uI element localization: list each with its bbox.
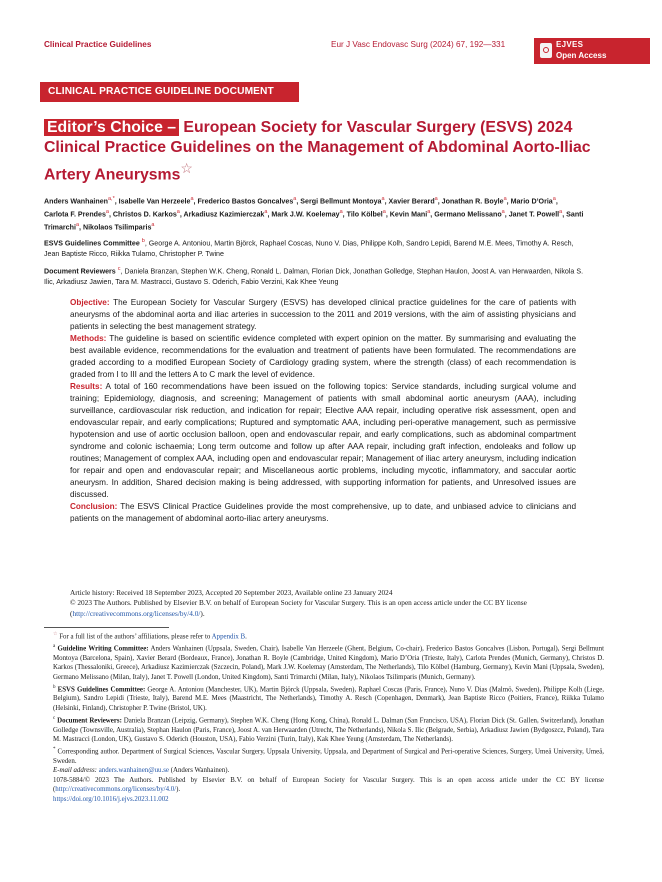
running-header: [44, 38, 662, 68]
copyright-end: ).: [200, 608, 205, 618]
copyright-notice: [70, 598, 590, 619]
author-name: Frederico Bastos Goncalves: [197, 197, 294, 206]
committee-names: , George A. Antoniou, Martin Björck, Raphael Coscas, Nuno V. Dias, Philippe Kolh, Sandro Lepidi, Barend M.E. Mees, Timothy A. Resch, Jean Baptiste Ricco, Riikka Tulamo, Christopher P. Twine: [44, 239, 574, 259]
author-name: Germano Melissano: [434, 210, 502, 219]
author-separator: ,: [114, 197, 119, 206]
journal-citation: Eur J Vasc Endovasc Surg (2024) 67, 192—331: [331, 40, 506, 49]
appendix-link[interactable]: Appendix B: [211, 633, 246, 641]
footnote-divider: [44, 627, 169, 628]
author-affiliation-mark[interactable]: a: [559, 209, 563, 216]
results-text: A total of 160 recommendations have been issued on the following topics: Service standards, including surgical volume and training; Epidemiology, diagnosis, and screening; Management of patients with small abdominal aortic aneurysm (AAA), including surveillance, cardiovascular risk reduction, and indication for repair; Elective AAA repair, including operative risk assessment, open and endovascular repair, and early complications; Ruptured and symptomatic AAA, including peri-operative management, such as permissive hypotension and use of aortic occlusion balloon, open and endovascular repair, and early complications, such as abdominal compartment syndrome and colonic ischaemia; Long term outcome and follow up after AAA repair, including graft infection, endoleaks and follow up routines; Management of complex AAA, including open and endovascular repair; Management of iliac artery aneurysm, including indication for repair and open and endovascular repair; and Miscellaneous aortic problems, including mycotic, inflammatory, and saccular aortic aneurysm. In addition, Shared decision making is being addressed, with supporting information for patients, and Unresolved issues are discussed.: [70, 382, 576, 499]
author-separator: ,: [267, 210, 272, 219]
author-name: Mark J.W. Koelemay: [271, 210, 340, 219]
conclusion-text: The ESVS Clinical Practice Guidelines provide the most comprehensive, up to date, and unbiased advice to clinicians and patients on the management of abdominal aorto-iliac artery aneurysms.: [70, 502, 576, 523]
author-affiliation-mark[interactable]: a: [190, 196, 194, 202]
footnote-b: $^b$ ESVS Guidelines Committee: George A. Antoniou (Manchester, UK), Martin Björck (Uppsala, Sweden), Raphael Coscas (Paris, France), Nuno V. Dias (Malmö, Sweden), Philippe Kolh (Liege, Belgium), Sandro Lepidi (Trieste, Italy), Barend M.E. Mees (Maastricht, The Netherlands), Timothy A. Resch (Copenhagen, Denmark), Jean Baptiste Ricco (Poitiers, France), Riikka Tulamo (Helsinki, Finland), Christopher P. Twine (Bristol, UK).: [53, 684, 604, 713]
committee-label: ESVS Guidelines Committee: [44, 239, 140, 248]
author-separator: ,: [79, 223, 83, 232]
author-separator: ,: [193, 197, 198, 206]
footnote-star: [44, 630, 604, 642]
objective-label: Objective:: [70, 298, 110, 307]
author-separator: ,: [430, 210, 435, 219]
open-access-badge[interactable]: [534, 38, 650, 64]
author-separator: ,: [384, 197, 389, 206]
editors-choice-label: Editor’s Choice –: [44, 119, 179, 136]
author-affiliation-mark[interactable]: a: [339, 209, 343, 216]
author-separator: ,: [108, 210, 113, 219]
author-affiliation-mark[interactable]: a: [151, 222, 155, 229]
methods-label: Methods:: [70, 334, 107, 343]
author-affiliation-mark[interactable]: a: [427, 209, 431, 216]
author-affiliation-mark[interactable]: a: [552, 196, 556, 202]
author-affiliation-mark[interactable]: a: [75, 222, 79, 229]
badge-journal: EJVES: [556, 40, 584, 49]
author-name: Mario D’Oria: [510, 197, 553, 206]
doi-link[interactable]: https://doi.org/10.1016/j.ejvs.2023.11.002: [53, 795, 169, 803]
email-link[interactable]: anders.wanhainen@uu.se: [98, 767, 169, 775]
author-affiliation-mark[interactable]: a: [105, 209, 109, 216]
license-link[interactable]: http://creativecommons.org/licenses/by/4.0/: [72, 608, 201, 618]
footnote-email: [44, 766, 604, 776]
author-name: Isabelle Van Herzeele: [118, 197, 191, 206]
footnote-c-text: Daniela Branzan (Leipzig, Germany), Stephen W.K. Cheng (Hong Kong, China), Ronald L. Dalman (San Francisco, USA), Florian Dick (St. Gallen, Switzerland), Jonathan Golledge (Townsville, Australia), Stephan Haulon (Paris, France), Joost A. van Herwaarden (Utrecht, The Netherlands), Nikola S. Ilic (Belgrade, Serbia), Arkadiusz Jawien (Bydgoszcz, Poland), Tara M. Mastracci (London, UK), Gustavo S. Oderich (Houston, USA), Fabio Verzini (Turin, Italy), Kak Khee Yeung (Amsterdam, The Netherlands).: [53, 716, 604, 744]
author-affiliation-mark[interactable]: a: [503, 196, 507, 202]
footnote-star-text: For a full list of the authors’ affiliations, please refer to: [57, 633, 212, 641]
footnote-a-label: Guideline Writing Committee:: [57, 645, 149, 653]
reviewers-names: , Daniela Branzan, Stephen W.K. Cheng, Ronald L. Dalman, Florian Dick, Jonathan Golledge, Stephan Haulon, Joost A. van Herwaarden, Nikola S. Ilic, Arkadiusz Jawien, Tara M. Mastracci, Gustavo S. Oderich, Fabio Verzini, Kak Khee Yeung: [44, 267, 584, 287]
email-label: E-mail address:: [53, 767, 97, 775]
footnote-c-label: Document Reviewers:: [57, 716, 122, 724]
author-name: Anders Wanhainen: [44, 197, 108, 206]
author-name: Arkadiusz Kazimierczak: [183, 210, 265, 219]
issn-text: 1078-5884/© 2023 The Authors. Published by Elsevier B.V. on behalf of European Society for Vascular Surgery. This is an open access article under the CC BY license (: [53, 776, 604, 794]
author-name: Kevin Mani: [389, 210, 428, 219]
footnote-c: $^c$ Document Reviewers: Daniela Branzan (Leipzig, Germany), Stephen W.K. Cheng (Hong Kong, China), Ronald L. Dalman (San Francisco, USA), Florian Dick (St. Gallen, Switzerland), Jonathan Golledge (Townsville, Australia), Stephan Haulon (Paris, France), Joost A. van Herwaarden (Utrecht, The Netherlands), Nikola S. Ilic (Belgrade, Serbia), Arkadiusz Jawien (Bydgoszcz, Poland), Tara M. Mastracci (London, UK), Gustavo S. Oderich (Houston, USA), Fabio Verzini (Turin, Italy), Kak Khee Yeung (Amsterdam, The Netherlands).: [53, 715, 604, 744]
footnotes: [44, 630, 604, 805]
author-name: Nikolaos Tsilimparis: [82, 223, 152, 232]
abstract-conclusion: [70, 501, 576, 525]
author-separator: ,: [342, 210, 347, 219]
document-reviewers: [44, 264, 584, 288]
objective-text: The European Society for Vascular Surgery (ESVS) has developed clinical practice guidelines for the care of patients with aneurysms of the abdominal aorta and iliac arteries in succession to the 2011 and 2019 versions, with the aim of assisting physicians and patients in selecting the best management strategy.: [70, 298, 576, 331]
author-affiliation-mark[interactable]: a: [264, 209, 268, 216]
author-separator: ,: [504, 210, 509, 219]
article-title: [44, 118, 604, 185]
title-footnote-star[interactable]: ☆: [180, 160, 193, 176]
author-separator: ,: [296, 197, 301, 206]
footnote-doi: [44, 795, 604, 805]
email-end: (Anders Wanhainen).: [168, 767, 230, 775]
author-name: Jonathan R. Boyle: [441, 197, 504, 206]
author-name: Tilo Kölbel: [346, 210, 383, 219]
author-separator: ,: [506, 197, 511, 206]
conclusion-label: Conclusion:: [70, 502, 118, 511]
reviewers-aff[interactable]: c: [117, 266, 121, 272]
abstract-results: [70, 381, 576, 501]
author-affiliation-mark[interactable]: a: [293, 196, 297, 202]
section-label: Clinical Practice Guidelines: [44, 40, 152, 49]
author-separator: ,: [437, 197, 442, 206]
methods-text: The guideline is based on scientific evidence completed with expert opinion on the matter. By summarising and evaluating the best available evidence, recommendations for the evaluation and treatment of patients have been formulated. The recommendations are graded according to a modified European Society of Cardiology grading system, where the strength (class) of each recommendation is graded from I to III and the letters A to C mark the level of evidence.: [70, 334, 576, 379]
author-separator: ,: [555, 197, 558, 206]
footnote-a-text: Anders Wanhainen (Uppsala, Sweden, Chair), Isabelle Van Herzeele (Ghent, Belgium, Co-chair), Frederico Bastos Goncalves (Lisbon, Portugal), Sergi Bellmunt Montoya (Barcelona, Spain), Xavier Berard (Bordeaux, France), Jonathan R. Boyle (Cambridge, United Kingdom), Mario D’Oria (Trieste, Italy), Carlota Prendes (Munich, Germany), Christos D. Karkos (Thessaloniki, Greece), Arkadiusz Kazimierczak (Szczecin, Poland), Mark J.W. Koelemay (Amsterdam, The Netherlands), Tilo Kölbel (Hamburg, Germany), Kevin Mani (Uppsala, Sweden), Germano Melissano (Milan, Italy), Janet T. Powell (London, United Kingdom), Santi Trimarchi (Milan, Italy), Nikolaos Tsilimparis (Munich, Germany).: [53, 645, 604, 681]
author-name: Xavier Berard: [388, 197, 435, 206]
author-separator: ,: [385, 210, 390, 219]
issn-end: ).: [176, 786, 181, 794]
author-name: Sergi Bellmunt Montoya: [300, 197, 382, 206]
open-access-lock-icon: [540, 43, 552, 58]
issn-license-link[interactable]: http://creativecommons.org/licenses/by/4.0/: [55, 786, 177, 794]
footnote-b-text: George A. Antoniou (Manchester, UK), Martin Björck (Uppsala, Sweden), Raphael Coscas (Paris, France), Nuno V. Dias (Malmö, Sweden), Philippe Kolh (Liege, Belgium), Sandro Lepidi (Trieste, Italy), Barend M.E. Mees (Maastricht, The Netherlands), Timothy A. Resch (Copenhagen, Denmark), Jean Baptiste Ricco (Poitiers, France), Riikka Tulamo (Helsinki, Finland), Christopher P. Twine (Bristol, UK).: [53, 685, 604, 713]
author-name: Carlota F. Prendes: [44, 210, 106, 219]
author-affiliation-mark[interactable]: a,*: [107, 196, 115, 202]
author-affiliation-mark[interactable]: a: [382, 209, 386, 216]
author-name: Santi Trimarchi: [44, 210, 584, 232]
footnote-issn: [44, 776, 604, 795]
abstract: [70, 297, 576, 525]
footnote-b-label: ESVS Guidelines Committee:: [57, 685, 146, 693]
author-name: Christos D. Karkos: [112, 210, 177, 219]
badge-open-access: Open Access: [556, 51, 607, 60]
reviewers-label: Document Reviewers: [44, 267, 116, 276]
author-affiliation-mark[interactable]: a: [381, 196, 385, 202]
footnote-corr-text: Corresponding author. Department of Surgical Sciences, Vascular Surgery, Uppsala University, Uppsala, and Department of Surgical and Peri-operative Sciences, Surgery, Umeå University, Umeå, Sweden.: [53, 748, 604, 765]
author-list: [44, 194, 584, 233]
guidelines-committee: [44, 236, 584, 260]
author-separator: ,: [562, 210, 567, 219]
document-type-banner: CLINICAL PRACTICE GUIDELINE DOCUMENT: [40, 82, 299, 102]
abstract-objective: [70, 297, 576, 333]
footnote-star-mark: ☆: [53, 632, 58, 637]
article-history: Article history: Received 18 September 2023, Accepted 20 September 2023, Available online 23 January 2024: [70, 588, 393, 597]
abstract-methods: [70, 333, 576, 381]
title-text: European Society for Vascular Surgery (ESVS) 2024 Clinical Practice Guidelines on the Management of Abdominal Aorto-Iliac Artery Aneurysms: [44, 119, 591, 184]
author-affiliation-mark[interactable]: a: [176, 209, 180, 216]
committee-aff[interactable]: b: [141, 238, 145, 244]
article-metadata: [70, 588, 590, 619]
author-separator: ,: [179, 210, 184, 219]
footnote-corresponding: * Corresponding author. Department of Surgical Sciences, Vascular Surgery, Uppsala University, Uppsala, and Department of Surgical and Peri-operative Sciences, Surgery, Umeå University, Umeå, Sweden.: [53, 746, 604, 765]
author-affiliation-mark[interactable]: a: [434, 196, 438, 202]
results-label: Results:: [70, 382, 103, 391]
footnote-a: $^a$ Guideline Writing Committee: Anders Wanhainen (Uppsala, Sweden, Chair), Isabelle Van Herzeele (Ghent, Belgium, Co-chair), Frederico Bastos Goncalves (Lisbon, Portugal), Sergi Bellmunt Montoya (Barcelona, Spain), Xavier Berard (Bordeaux, France), Jonathan R. Boyle (Cambridge, United Kingdom), Mario D’Oria (Trieste, Italy), Carlota Prendes (Munich, Germany), Christos D. Karkos (Thessaloniki, Greece), Arkadiusz Kazimierczak (Szczecin, Poland), Mark J.W. Koelemay (Amsterdam, The Netherlands), Tilo Kölbel (Hamburg, Germany), Kevin Mani (Uppsala, Sweden), Germano Melissano (Milan, Italy), Janet T. Powell (London, United Kingdom), Santi Trimarchi (Milan, Italy), Nikolaos Tsilimparis (Munich, Germany).: [53, 643, 604, 681]
author-affiliation-mark[interactable]: a: [501, 209, 505, 216]
footnote-star-end: .: [245, 633, 247, 641]
copyright-text: © 2023 The Authors. Published by Elsevier B.V. on behalf of European Society for Vascular Surgery. This is an open access article under the CC BY license (: [70, 598, 527, 618]
author-name: Janet T. Powell: [508, 210, 560, 219]
